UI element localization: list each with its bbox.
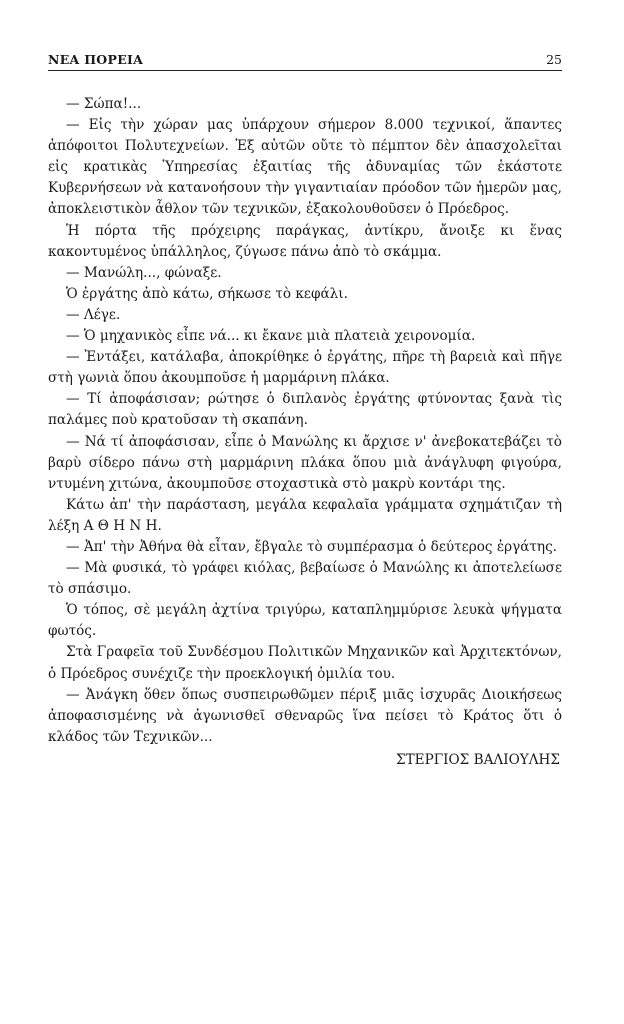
paragraph-1: — Σώπα!... xyxy=(66,96,142,112)
paragraph-11: Κάτω ἀπ' τὴν παράσταση, μεγάλα κεφαλαῖα γράμματα σχημάτιζαν τὴ λέξη Α Θ Η Ν Η. xyxy=(48,496,562,534)
paragraph-8: — Ἐντάξει, κατάλαβα, ἀποκρίθηκε ὁ ἐργάτης, πῆρε τὴ βαρειὰ καὶ πῆγε στὴ γωνιὰ ὅπου ἀκουμποῦσε ἡ μαρμάρινη πλάκα. xyxy=(48,349,562,387)
paragraph-4: — Μανώλη..., φώναξε. xyxy=(66,264,222,281)
paragraph-7: — Ὁ μηχανικὸς εἶπε νά... κι ἔκανε μιὰ πλατειὰ χειρονομία. xyxy=(66,328,476,345)
paragraph-6: — Λέγε. xyxy=(66,306,121,323)
paragraph-5: Ὁ ἐργάτης ἀπὸ κάτω, σήκωσε τὸ κεφάλι. xyxy=(66,285,348,302)
paragraph-2: — Εἰς τὴν χώραν μας ὑπάρχουν σήμερον 8.000 τεχνικοί, ἅπαντες ἀπόφοιτοι Πολυτεχνείων. Ἐξ αὐτῶν οὔτε τὸ πέμπτον δὲν ἀπασχολεῖται εἰς κρατικὰς Ὑπηρεσίας ἐξαιτίας τῆς ἀδυναμίας τῶν ἑκάστοτε Κυβερνήσεων νὰ κατανοήσουν τὴν γιγαντιαίαν πρόοδον τῶν ἡμερῶν μας, ἀποκλειστικὸν ἆθλον τῶν τεχνικῶν, ἐξακολουθοῦσεν ὁ Πρόεδρος. xyxy=(48,117,562,218)
page-number: 25 xyxy=(546,52,562,67)
article-body xyxy=(48,94,562,771)
journal-title: ΝΕΑ ΠΟΡΕΙΑ xyxy=(48,52,144,67)
paragraph-16: — Ἀνάγκη ὅθεν ὅπως συσπειρωθῶμεν πέριξ μιᾶς ἰσχυρᾶς Διοικήσεως ἀποφασισμένης νὰ ἀγωνισθεῖ σθεναρῶς ἵνα πείσει τὸ Κράτος ὅτι ὁ κλάδος τῶν Τεχνικῶν... xyxy=(48,686,562,745)
header-rule xyxy=(48,70,562,71)
paragraph-12: — Ἀπ' τὴν Ἀθήνα θὰ εἶταν, ἔβγαλε τὸ συμπέρασμα ὁ δεύτερος ἐργάτης. xyxy=(66,538,558,555)
paragraph-14: Ὁ τόπος, σὲ μεγάλη ἀχτίνα τριγύρω, καταπλημμύρισε λευκὰ ψήγματα φωτός. xyxy=(48,602,562,640)
paragraph-3: Ἡ πόρτα τῆς πρόχειρης παράγκας, ἀντίκρυ, ἄνοιξε κι ἕνας κακοντυμένος ὑπάλληλος, ζύγωσε πάνω ἀπὸ τὸ σκάμμα. xyxy=(48,222,562,260)
paragraph-15: Στὰ Γραφεῖα τοῦ Συνδέσμου Πολιτικῶν Μηχανικῶν καὶ Ἀρχιτεκτόνων, ὁ Πρόεδρος συνέχιζε τὴν προεκλογική ὁμιλία του. xyxy=(48,644,562,682)
running-header xyxy=(48,52,562,70)
paragraph-9: — Τί ἀποφάσισαν; ρώτησε ὁ διπλανὸς ἐργάτης φτύνοντας ξανὰ τὶς παλάμες ποὺ κρατοῦσαν τὴ σκαπάνη. xyxy=(48,391,562,429)
paragraph-10: — Νά τί ἀποφάσισαν, εἶπε ὁ Μανώλης κι ἄρχισε ν' ἀνεβοκατεβάζει τὸ βαρὺ σίδερο πάνω στὴ μαρμάρινη πλάκα ὅπου μιὰ ἀνάγλυφη φιγούρα, ντυμένη χιτώνα, ἀκουμποῦσε στοχαστικὰ στὸ μακρὺ κοντάρι της. xyxy=(48,433,562,492)
author-signature: ΣΤΕΡΓΙΟΣ ΒΑΛΙΟΥΛΗΣ xyxy=(395,751,560,768)
paragraph-13: — Μὰ φυσικά, τὸ γράφει κιόλας, βεβαίωσε ὁ Μανώλης κι ἀποτελείωσε τὸ σπάσιμο. xyxy=(48,560,562,598)
